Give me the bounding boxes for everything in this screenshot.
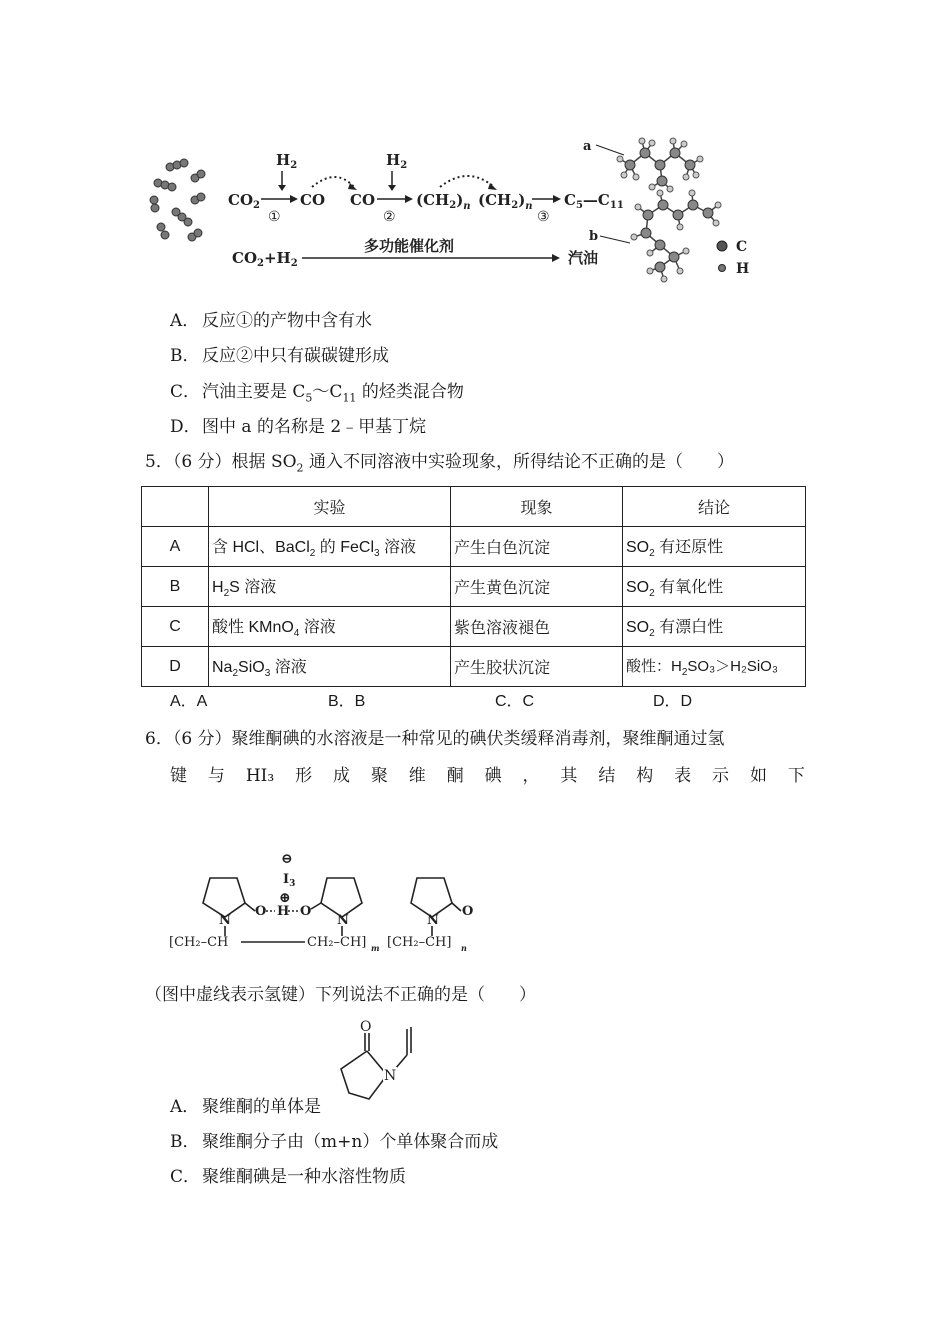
plus-sign: ⊕: [279, 890, 291, 906]
option-letter: D．: [170, 417, 201, 437]
label-a: a: [583, 139, 592, 154]
conclusion-cell: 酸性：$H_2SO_3>H_2SiO_3$: [623, 647, 806, 687]
o-atom: O: [462, 904, 474, 919]
stem-word: 表: [674, 766, 692, 786]
q4-option-b: [170, 344, 389, 368]
question-text: （6 分）聚维酮碘的水溶液是一种常见的碘伏类缓释消毒剂，聚维酮通过氢: [172, 729, 725, 749]
table-header-row: [142, 487, 806, 527]
step-2-label: ②: [383, 209, 396, 225]
experiment-cell: 含 HCl、BaCl$_2$ 的 FeCl$_3$ 溶液: [209, 527, 451, 567]
q5-answer-a: A．A: [170, 693, 208, 710]
vinylpyrrolidone-monomer-structure: [335, 1017, 435, 1117]
table-row: [142, 527, 806, 567]
table-row: [142, 567, 806, 607]
legend-c-label: C: [736, 239, 748, 255]
n-atom: N: [427, 913, 439, 928]
experiment-cell: $H_2S$ 溶液: [209, 567, 451, 607]
option-text: 图中 a 的名称是 2﹣甲基丁烷: [202, 417, 427, 437]
experiment-cell: 酸性 KMnO$_4$ 溶液: [209, 607, 451, 647]
subscript-m: m: [371, 943, 380, 953]
minus-sign: ⊖: [281, 851, 293, 867]
header-cell: [142, 487, 209, 527]
table-row: [142, 607, 806, 647]
q6-note: （图中虚线表示氢键）下列说法不正确的是（ ）: [145, 985, 536, 1005]
option-letter: A．: [170, 311, 200, 331]
q6-stem-line-2: [170, 764, 805, 788]
option-letter: B．: [170, 346, 200, 366]
co-reactant-2: CO: [350, 191, 376, 209]
option-text: ～C: [312, 382, 343, 402]
experiment-table: [141, 486, 806, 687]
gasoline-label: 汽油: [568, 249, 599, 267]
q6-stem-line-1: [145, 727, 725, 751]
option-letter: C．: [170, 382, 201, 402]
stem-word: 如: [749, 766, 767, 786]
q6-option-a: [170, 1095, 321, 1119]
chain-mid: CH₂–CH]: [307, 935, 367, 950]
subscript: 11: [342, 391, 357, 405]
legend-hydrogen-icon: [719, 265, 726, 272]
stem-word: 形: [295, 766, 313, 786]
monomer-o-atom: O: [360, 1019, 372, 1035]
phenomenon-cell: 紫色溶液褪色: [451, 607, 623, 647]
question-text: （6 分）根据 SO: [172, 452, 297, 472]
feed-co2-h2: $CO_2+H_2$: [232, 249, 298, 269]
h-atom: H: [277, 904, 290, 919]
step-1-label: ①: [268, 209, 281, 225]
option-letter: B．: [170, 1132, 200, 1152]
legend-carbon-icon: [717, 241, 727, 251]
o-atom: O: [300, 904, 312, 919]
q5-answer-d: D．D: [653, 693, 693, 710]
catalyst-label: 多功能催化剂: [364, 237, 455, 255]
step-3-label: ③: [537, 209, 550, 225]
povidone-iodine-structure: [165, 845, 485, 955]
q4-option-a: [170, 309, 372, 333]
stem-word: 与: [207, 766, 225, 786]
question-text: 通入不同溶液中实验现象，所得结论不正确的是（ ）: [303, 452, 734, 472]
chain-left: [CH₂–CH: [169, 935, 229, 950]
header-cell: 现象: [451, 487, 623, 527]
q6-option-b: [170, 1130, 498, 1154]
stem-word: 键: [170, 766, 187, 786]
label-b: b: [589, 229, 599, 244]
subscript: 2: [296, 461, 304, 475]
table-row: [142, 647, 806, 687]
option-letter: A．: [170, 1097, 200, 1117]
reaction-scheme-figure: [140, 125, 780, 295]
stem-word: 成: [332, 766, 350, 786]
stem-word: 下: [787, 766, 805, 786]
n-atom: N: [219, 913, 231, 928]
q4-option-c: [170, 380, 464, 410]
q5-answer-b: B．B: [328, 693, 366, 710]
h2-label-2: $H_2$: [386, 151, 408, 171]
stem-word: 碘: [484, 766, 502, 786]
header-cell: 结论: [623, 487, 806, 527]
n-atom: N: [337, 913, 349, 928]
q6-option-c: [170, 1165, 406, 1189]
header-cell: 实验: [209, 487, 451, 527]
option-text: 聚维酮碘是一种水溶性物质: [202, 1167, 406, 1187]
phenomenon-cell: 产生胶状沉淀: [451, 647, 623, 687]
option-text: 反应②中只有碳碳键形成: [202, 346, 389, 366]
ch2n-intermediate-2: $(CH_2)_n$: [478, 191, 533, 212]
legend-h-label: H: [736, 261, 750, 277]
co2-molecules-illustration: [150, 159, 205, 241]
q5-answer-c: C．C: [495, 693, 535, 710]
row-key: C: [142, 607, 209, 647]
phenomenon-cell: 产生白色沉淀: [451, 527, 623, 567]
stem-word: 结: [598, 766, 616, 786]
row-key: A: [142, 527, 209, 567]
q5-stem: [145, 450, 734, 480]
phenomenon-cell: 产生黄色沉淀: [451, 567, 623, 607]
option-text: 聚维酮分子由（m+n）个单体聚合而成: [202, 1132, 499, 1152]
co2-reactant: $CO_2$: [228, 191, 260, 211]
chain-right: [CH₂–CH]: [387, 935, 452, 950]
question-number: 6．: [145, 729, 173, 749]
stem-word: 示: [712, 766, 730, 786]
q4-option-d: [170, 415, 426, 439]
c5-c11-product: $C_5—C_{11}$: [564, 191, 624, 211]
experiment-cell: $Na_2SiO_3$ 溶液: [209, 647, 451, 687]
stem-word: 聚: [370, 766, 388, 786]
option-letter: C．: [170, 1167, 201, 1187]
option-text: 的烃类混合物: [356, 382, 464, 402]
option-text: 聚维酮的单体是: [202, 1097, 321, 1117]
co-product-1: CO: [300, 191, 326, 209]
question-number: 5．: [145, 452, 173, 472]
ch2n-intermediate-1: $(CH_2)_n$: [416, 191, 471, 212]
row-key: D: [142, 647, 209, 687]
monomer-n-atom: N: [384, 1068, 397, 1084]
iodide-label: $I_3$: [283, 872, 296, 889]
stem-word: 构: [636, 766, 654, 786]
o-atom: O: [255, 904, 267, 919]
conclusion-cell: $SO_2$ 有漂白性: [623, 607, 806, 647]
h2-label-1: $H_2$: [276, 151, 298, 171]
subscript: 5: [305, 391, 313, 405]
stem-word: HI₃: [245, 766, 275, 786]
stem-word: 其: [560, 766, 578, 786]
stem-word: 酮: [446, 766, 464, 786]
subscript-n: n: [461, 943, 467, 953]
stem-word: ，: [522, 766, 540, 786]
stem-word: 维: [408, 766, 426, 786]
conclusion-cell: $SO_2$ 有还原性: [623, 527, 806, 567]
option-text: 反应①的产物中含有水: [202, 311, 372, 331]
row-key: B: [142, 567, 209, 607]
conclusion-cell: $SO_2$ 有氧化性: [623, 567, 806, 607]
option-text: 汽油主要是 C: [202, 382, 306, 402]
